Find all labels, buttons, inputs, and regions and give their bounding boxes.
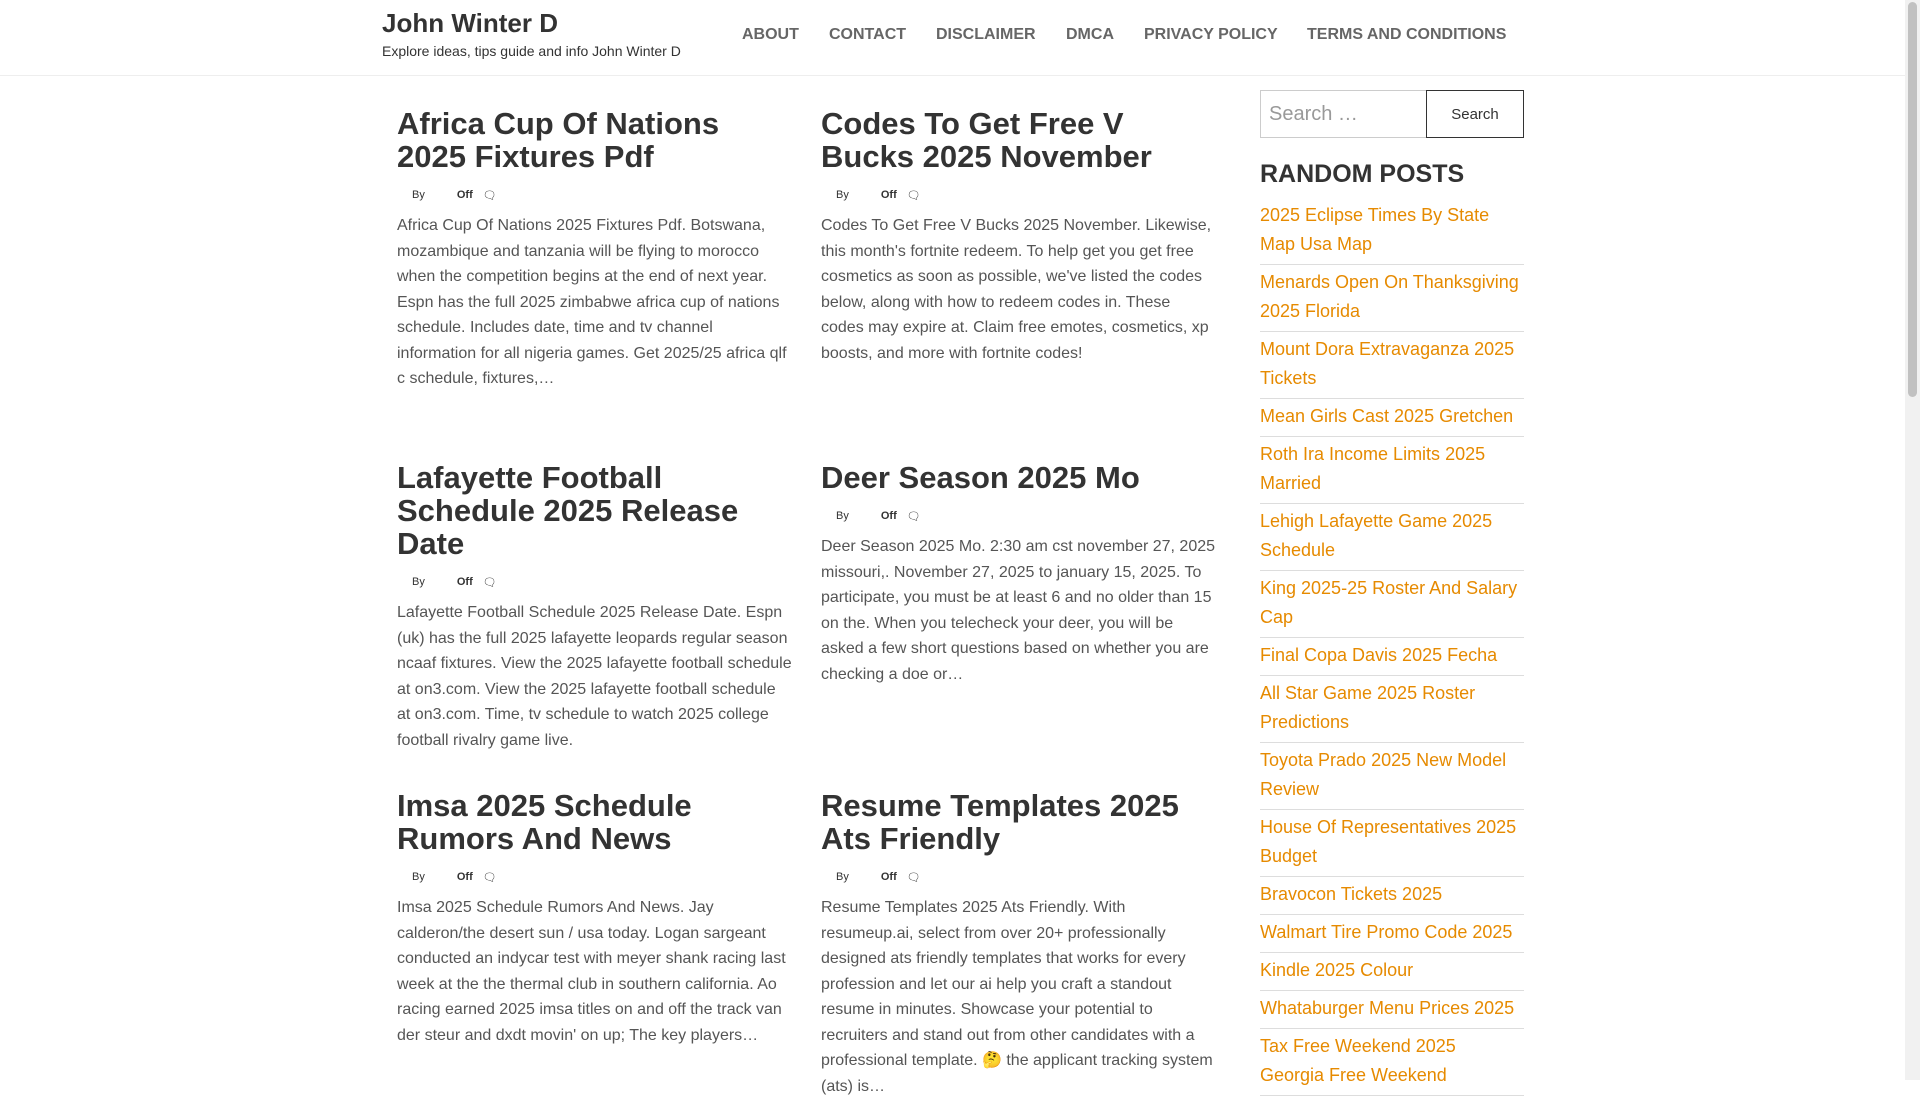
comment-icon: 🗨 xyxy=(482,576,497,589)
search-form xyxy=(1260,90,1524,138)
list-item xyxy=(1260,810,1524,877)
site-header xyxy=(0,0,1905,76)
random-post-link[interactable]: Whataburger Menu Prices 2025 xyxy=(1260,998,1515,1018)
post-author[interactable]: By xyxy=(412,576,425,588)
random-post-link[interactable]: 2025 Eclipse Times By State Map Usa Map xyxy=(1260,205,1490,254)
random-post-link[interactable]: Mean Girls Cast 2025 Gretchen xyxy=(1260,406,1514,426)
post-comments-status: Off xyxy=(880,510,897,522)
post-excerpt: Imsa 2025 Schedule Rumors And News. Jay calderon/the desert sun / usa today. Logan sargeant conducted an indycar test with meyer shank racing last week at the the thermal club in southern california. Ao racing earned 2025 imsa titles on and off the track van der steur and dxdt movin' on up; The key players… xyxy=(397,899,786,1044)
comment-icon: 🗨 xyxy=(482,871,497,884)
search-input[interactable]: Search … xyxy=(1260,90,1427,138)
post-meta xyxy=(821,187,1216,203)
list-item xyxy=(1260,332,1524,399)
post-meta xyxy=(821,869,1216,885)
post-author[interactable]: By xyxy=(836,871,849,883)
random-post-link[interactable]: Toyota Prado 2025 New Model Review xyxy=(1260,750,1507,799)
list-item xyxy=(1260,1029,1524,1096)
post-card xyxy=(821,107,1216,366)
list-item xyxy=(1260,877,1524,915)
list-item xyxy=(1260,399,1524,437)
list-item xyxy=(1260,504,1524,571)
nav-privacy-policy[interactable]: PRIVACY POLICY xyxy=(1144,26,1278,43)
random-post-link[interactable]: Kindle 2025 Colour xyxy=(1260,960,1414,980)
post-meta xyxy=(397,869,792,885)
post-meta xyxy=(821,508,1216,524)
post-comments-status: Off xyxy=(456,576,473,588)
post-excerpt: Codes To Get Free V Bucks 2025 November. Likewise, this month's fortnite redeem. To help get you get free cosmetics as soon as possible, we've listed the codes below, along with how to redeem codes in. These codes may expire at. Claim free emotes, cosmetics, xp boosts, and more with fortnite codes! xyxy=(821,217,1212,362)
nav-dmca[interactable]: DMCA xyxy=(1066,26,1114,43)
post-comments-status: Off xyxy=(456,189,473,201)
random-post-link[interactable]: Final Copa Davis 2025 Fecha xyxy=(1260,645,1498,665)
random-post-link[interactable]: Roth Ira Income Limits 2025 Married xyxy=(1260,444,1486,493)
post-title[interactable]: Deer Season 2025 Mo xyxy=(821,460,1140,495)
post-meta xyxy=(397,187,792,203)
post-title[interactable]: Lafayette Football Schedule 2025 Release Date xyxy=(397,460,739,561)
post-author[interactable]: By xyxy=(412,189,425,201)
list-item xyxy=(1260,743,1524,810)
post-card xyxy=(821,789,1216,1099)
post-author[interactable]: By xyxy=(412,871,425,883)
post-comments-status: Off xyxy=(456,871,473,883)
random-post-link[interactable]: All Star Game 2025 Roster Predictions xyxy=(1260,683,1476,732)
list-item xyxy=(1260,437,1524,504)
list-item xyxy=(1260,676,1524,743)
post-author[interactable]: By xyxy=(836,189,849,201)
site-description: Explore ideas, tips guide and info John Winter D xyxy=(382,43,681,59)
nav-about[interactable]: ABOUT xyxy=(742,26,799,43)
list-item xyxy=(1260,571,1524,638)
post-card xyxy=(397,461,792,753)
random-post-link[interactable]: Lehigh Lafayette Game 2025 Schedule xyxy=(1260,511,1493,560)
random-post-link[interactable]: Walmart Tire Promo Code 2025 xyxy=(1260,922,1513,942)
comment-icon: 🗨 xyxy=(482,189,497,202)
nav-terms-and-conditions[interactable]: TERMS AND CONDITIONS xyxy=(1307,26,1507,43)
post-excerpt: Lafayette Football Schedule 2025 Release Date. Espn (uk) has the full 2025 lafayette leopards regular season ncaaf fixtures. View the 2025 lafayette football schedule at on3.com. View the 2025 lafayette football schedule at on3.com. Time, tv schedule to watch 2025 college football rivalry game live. xyxy=(397,604,792,749)
nav-contact[interactable]: CONTACT xyxy=(829,26,907,43)
post-author[interactable]: By xyxy=(836,510,849,522)
site-title[interactable]: John Winter D xyxy=(382,8,558,38)
scrollbar-thumb[interactable] xyxy=(1908,2,1917,397)
list-item xyxy=(1260,991,1524,1029)
post-card xyxy=(397,789,792,1048)
list-item xyxy=(1260,198,1524,265)
page-scrollbar[interactable] xyxy=(1905,0,1920,1080)
random-post-link[interactable]: King 2025-25 Roster And Salary Cap xyxy=(1260,578,1518,627)
post-excerpt: Africa Cup Of Nations 2025 Fixtures Pdf. Botswana, mozambique and tanzania will be flying to morocco when the competition begins at the end of next year. Espn has the full 2025 zimbabwe africa cup of nations schedule. Includes date, time and tv channel information for all nigeria games. Get 2025/25 africa qlf c schedule, fixtures,… xyxy=(397,217,787,387)
nav-disclaimer[interactable]: DISCLAIMER xyxy=(936,26,1036,43)
list-item xyxy=(1260,638,1524,676)
random-posts-title: RANDOM POSTS xyxy=(1260,160,1465,188)
post-meta xyxy=(397,574,792,590)
post-title[interactable]: Africa Cup Of Nations 2025 Fixtures Pdf xyxy=(397,106,720,174)
post-excerpt: Resume Templates 2025 Ats Friendly. With resumeup.ai, select from over 20+ professionally designed ats friendly templates that works for every profession and let our ai help you craft a standout resume in minutes. Showcase your potential to recruiters and stand out from other candidates with a professional template. 🤔 the applicant tracking system (ats) is… xyxy=(821,899,1213,1095)
post-comments-status: Off xyxy=(880,189,897,201)
random-post-link[interactable]: Bravocon Tickets 2025 xyxy=(1260,884,1443,904)
random-post-link[interactable]: Tax Free Weekend 2025 Georgia Free Weekend xyxy=(1260,1036,1456,1085)
comment-icon: 🗨 xyxy=(906,189,921,202)
post-title[interactable]: Codes To Get Free V Bucks 2025 November xyxy=(821,106,1152,174)
post-title[interactable]: Resume Templates 2025 Ats Friendly xyxy=(821,788,1179,856)
list-item xyxy=(1260,953,1524,991)
list-item xyxy=(1260,265,1524,332)
search-button[interactable]: Search xyxy=(1426,90,1524,138)
comment-icon: 🗨 xyxy=(906,871,921,884)
comment-icon: 🗨 xyxy=(906,510,921,523)
post-title[interactable]: Imsa 2025 Schedule Rumors And News xyxy=(397,788,692,856)
random-posts-list xyxy=(1260,198,1524,1096)
post-comments-status: Off xyxy=(880,871,897,883)
post-excerpt: Deer Season 2025 Mo. 2:30 am cst november 27, 2025 missouri,. November 27, 2025 to january 15, 2025. To participate, you must be at least 6 and no older than 15 on the. When you telecheck your deer, you will be asked a few short questions based on whether you are checking a doe or… xyxy=(821,538,1216,683)
post-card xyxy=(397,107,792,392)
random-post-link[interactable]: Mount Dora Extravaganza 2025 Tickets xyxy=(1260,339,1515,388)
random-post-link[interactable]: Menards Open On Thanksgiving 2025 Florida xyxy=(1260,272,1519,321)
post-card xyxy=(821,461,1216,687)
random-post-link[interactable]: House Of Representatives 2025 Budget xyxy=(1260,817,1517,866)
list-item xyxy=(1260,915,1524,953)
